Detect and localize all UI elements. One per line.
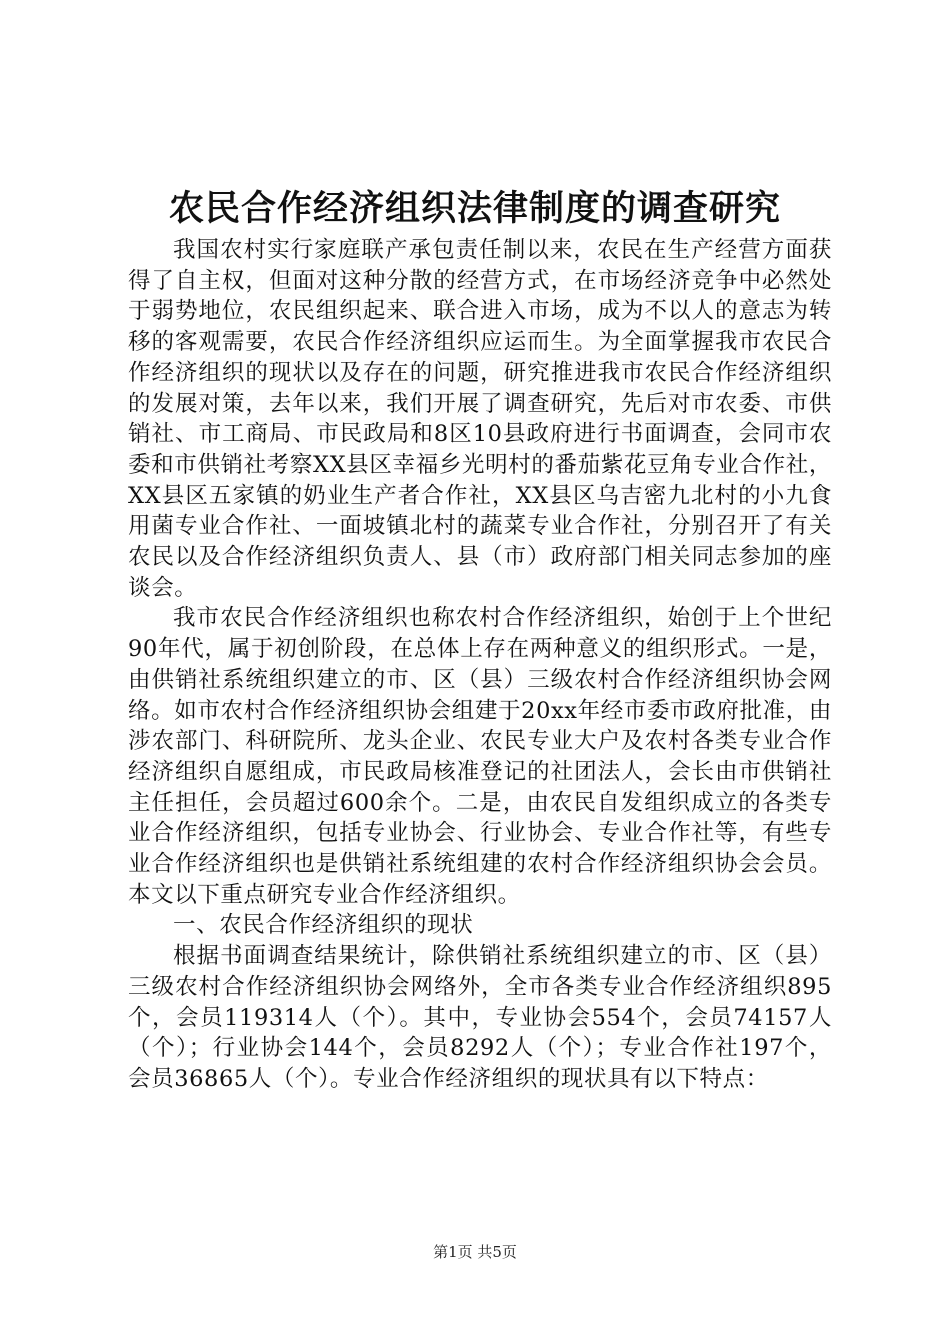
page-footer: 第1页 共5页	[433, 1243, 517, 1261]
section-heading: 一、农民合作经济组织的现状	[173, 912, 474, 939]
paragraph-background: 我市农民合作经济组织也称农村合作经济组织，始创于上个世纪90年代，属于初创阶段，在总体上存在两种意义的组织形式。一是，由供销社系统组织建立的市、区（县）三级农村合作经济组织协会网络。如市农村合作经济组织协会组建于20xx年经市委市政府批准，由涉农部门、科研院所、龙头企业、农民专业大户及农村各类专业合作经济组织自愿组成，市民政局核准登记的社团法人，会长由市供销社主任担任，会员超过600余个。二是，由农民自发组织成立的各类专业合作经济组织，包括专业协会、行业协会、专业合作社等，有些专业合作经济组织也是供销社系统组建的农村合作经济组织协会会员。本文以下重点研究专业合作经济组织。	[128, 605, 832, 908]
paragraph-intro: 我国农村实行家庭联产承包责任制以来，农民在生产经营方面获得了自主权，但面对这种分散的经营方式，在市场经济竞争中必然处于弱势地位，农民组织起来、联合进入市场，成为不以人的意志为转移的客观需要，农民合作经济组织应运而生。为全面掌握我市农民合作经济组织的现状以及存在的问题，研究推进我市农民合作经济组织的发展对策，去年以来，我们开展了调查研究，先后对市农委、市供销社、市工商局、市民政局和8区10县政府进行书面调查，会同市农委和市供销社考察XX县区幸福乡光明村的番茄紫花豆角专业合作社，XX县区五家镇的奶业生产者合作社，XX县区乌吉密九北村的小九食用菌专业合作社、一面坡镇北村的蔬菜专业合作社，分别召开了有关农民以及合作经济组织负责人、县（市）政府部门相关同志参加的座谈会。	[128, 237, 832, 601]
document-body	[128, 235, 832, 1095]
document-title: 农民合作经济组织法律制度的调查研究	[168, 188, 781, 229]
paragraph-statistics: 根据书面调查结果统计，除供销社系统组织建立的市、区（县）三级农村合作经济组织协会网络外，全市各类专业合作经济组织895个，会员119314人（个）。其中，专业协会554个，会员74157人（个）；行业协会144个，会员8292人（个）；专业合作社197个，会员36865人（个）。专业合作经济组织的现状具有以下特点：	[128, 943, 832, 1092]
